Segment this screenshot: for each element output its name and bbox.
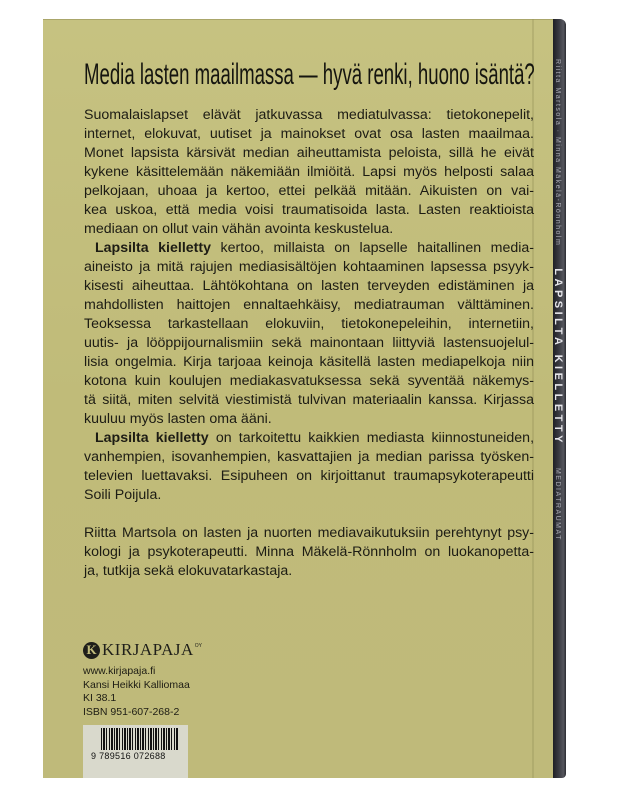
publisher-block [83,640,202,719]
text-line: tä siitä, miten selvitä viestimistä tulvivan materiaalin kanssa. Kirjassa [84,392,534,408]
text-line: kea uskoa, että media voisi traumatisoida lasta. Lasten reaktioista [84,202,534,218]
text-line: Soili Poijula. [84,487,162,503]
publisher-name: KIRJAPAJA [102,640,194,659]
text-line: lisia ongelmia. Kirja tarjoaa keinoja käsitellä lasten mediapelkoja niin [84,354,534,370]
publisher-logo [83,640,202,660]
text-line [84,429,534,448]
paragraph-authors [84,524,534,581]
text-line: ja, tutkija sekä elokuvatarkastaja. [84,563,293,579]
paragraph-intro [84,106,534,239]
barcode-icon [101,728,179,750]
text-line: Suomalaislapset elävät jatkuvassa mediatulvassa: tietokonepelit, [84,107,534,123]
text-line: mediaan on ollut vain vähän avointa keskustelua. [84,221,394,237]
cover-credit: Kansi Heikki Kalliomaa [83,678,190,691]
text-line: uutis- ja lööppijournalismiin sekä mainontaan liittyviä lastensuojelul- [84,335,534,351]
text-line: televien luettavaksi. Esipuheen on kirjoittanut traumapsykoterapeutti [84,468,534,484]
text-line: Monet lapsista kärsivät median aiheuttamista peloista, sillä he eivät [84,145,534,161]
text-line: kykene käsittelemään näkemiään ilmiöitä. Lapsi myös helposti salaa [84,164,534,180]
text-line: kuuluu myös lasten oma ääni. [84,411,272,427]
text-line: Teoksessa tarkastellaan elokuviin, tietokonepeleihin, internetiin, [84,316,534,332]
text-line: kisesti aiheuttaa. Lähtökohtana on lasten terveyden edistäminen ja [84,278,534,294]
text-fragment: on tarkoitettu kaikkien mediasta kiinnostuneiden, [208,430,535,446]
text-line: kotona kuin koulujen mediakasvatuksessa sekä syventää näkemys- [84,373,534,389]
library-classification: KI 38.1 [83,692,117,704]
text-line: pelkojaan, uhoaa ja kertoo, ettei pelkää mitään. Aikuisten on vai- [84,183,534,199]
paragraph-book-description [84,239,534,429]
isbn: ISBN 951-607-268-2 [83,705,180,718]
spine-title: LAPSILTA KIELLETTY [552,268,564,446]
publisher-website: www.kirjapaja.fi [83,665,156,677]
publisher-suffix: OY [194,643,202,649]
text-line: vanhempien, isovanhempien, kasvattajien ja median parissa työsken- [84,449,534,465]
text-line: aineisto ja mitä rajujen mediasisältöjen kohtaaminen lapsessa psyyk- [84,259,534,275]
barcode-digits: 9 789516 072688 [91,751,166,761]
text-line: kologi ja psykoterapeutti. Minna Mäkelä-Rönnholm on luokanopetta- [84,544,534,560]
spine-authors: Riitta Martsola · Minna Mäkelä-Rönnholm [554,59,562,247]
text-line: Riitta Martsola on lasten ja nuorten mediavaikutuksiin perehtynyt psy- [84,525,534,541]
book-title-bold: Lapsilta kielletty [95,240,211,256]
text-line [84,239,534,258]
spine-subtitle: MEDIATRAUMAT [554,467,562,541]
text-line: mahdollisten haittojen ennaltaehkäisy, mediatrauman välttäminen. [84,297,534,313]
text-fragment: kertoo, millaista on lapselle haitallinen media- [211,240,535,256]
text-line: internet, elokuvat, uutiset ja mainokset ovat osa lasten maailmaa. [84,126,534,142]
paragraph-audience [84,429,534,505]
kirjapaja-k-icon: K [83,642,100,659]
blurb-text [84,106,534,581]
cover-heading: Media lasten maailmassa — hyvä renki, huono isäntä? [84,58,535,91]
book-title-bold: Lapsilta kielletty [95,430,209,446]
